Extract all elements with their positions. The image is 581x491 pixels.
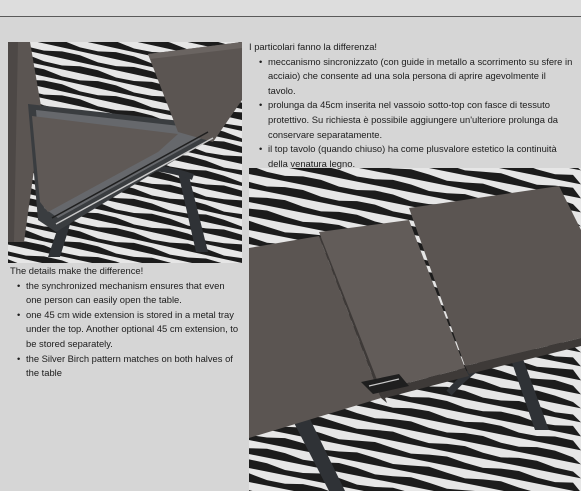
english-heading: The details make the difference! bbox=[10, 265, 144, 276]
english-details-block bbox=[10, 264, 240, 381]
english-bullet-list bbox=[10, 279, 240, 381]
top-bar bbox=[0, 0, 581, 17]
photo-extended-table bbox=[249, 168, 581, 491]
table-illustration bbox=[249, 168, 581, 491]
italian-heading: I particolari fanno la differenza! bbox=[249, 41, 378, 52]
mechanism-illustration bbox=[8, 42, 242, 263]
photo-mechanism-detail bbox=[8, 42, 242, 263]
italian-details-block bbox=[249, 40, 575, 171]
list-item: • the Silver Birch pattern matches on both halves of the table bbox=[26, 352, 240, 381]
list-item: • il top tavolo (quando chiuso) ha come plusvalore estetico la continuità della venatura legno. bbox=[268, 142, 575, 171]
list-item: • prolunga da 45cm inserita nel vassoio sotto-top con fasce di tessuto protettivo. Su richiesta è possibile aggiungere un'ulteriore prolunga da conservare separatamente. bbox=[268, 98, 575, 142]
list-item: • the synchronized mechanism ensures that even one person can easily open the table. bbox=[26, 279, 240, 308]
list-item: • meccanismo sincronizzato (con guide in metallo a scorrimento su sfere in acciaio) che consente ad una sola persona di aprire agevolmente il tavolo. bbox=[268, 55, 575, 99]
list-item: • one 45 cm wide extension is stored in a metal tray under the top. Another optional 45 cm extension, to be stored separately. bbox=[26, 308, 240, 352]
italian-bullet-list bbox=[249, 55, 575, 172]
